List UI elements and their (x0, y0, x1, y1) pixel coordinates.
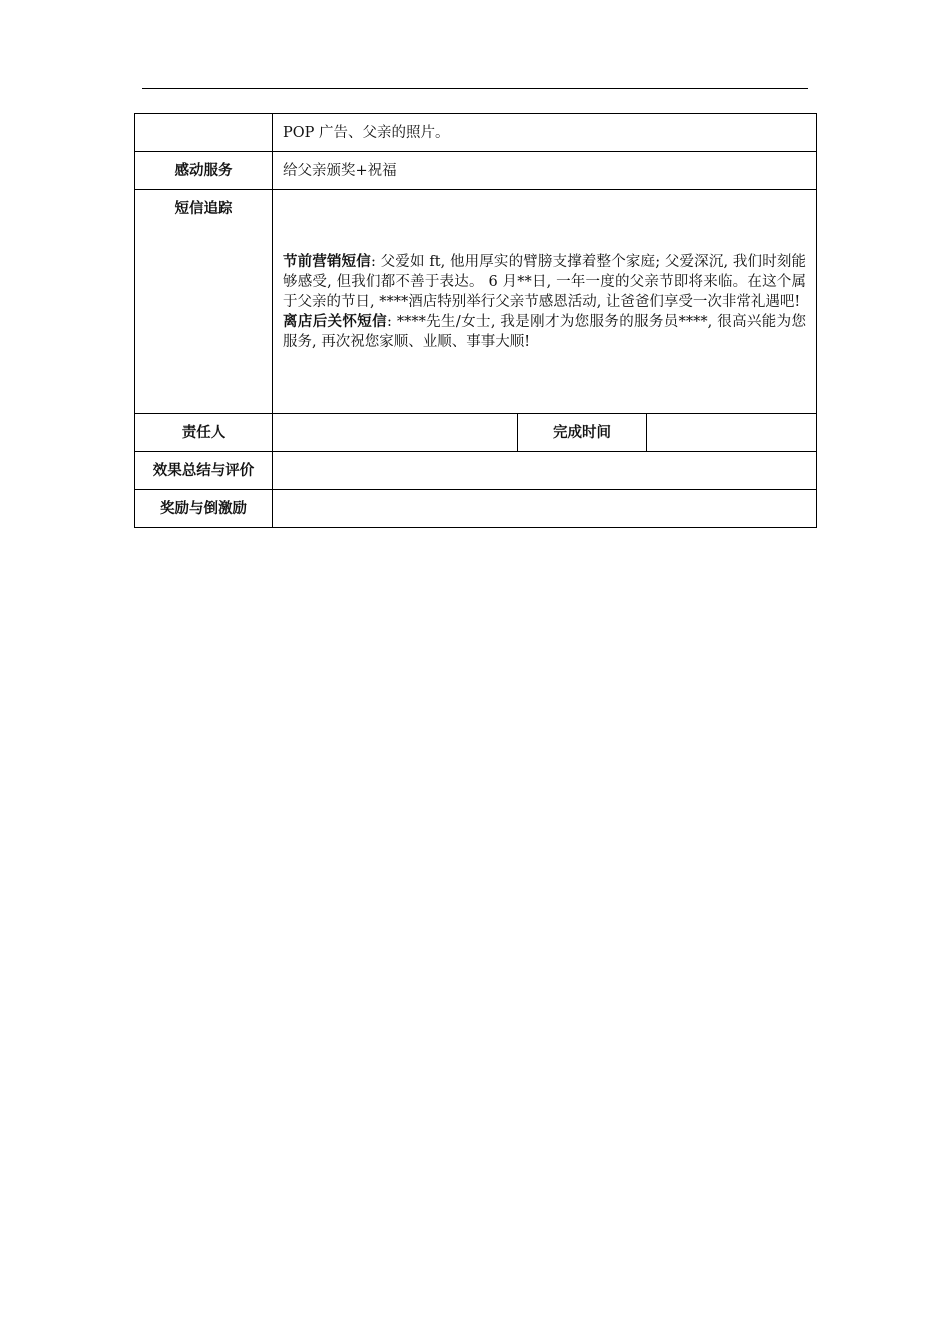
incentive-label: 奖励与倒激励 (135, 490, 273, 528)
responsible-row (135, 414, 817, 452)
completion-time-value (647, 414, 817, 452)
sms-row (135, 190, 817, 414)
materials-value: POP 广告、父亲的照片。 (273, 114, 817, 152)
sms-content (273, 190, 817, 414)
responsible-value (273, 414, 518, 452)
post-stay-sms-text: : ****先生/女士, 我是刚才为您服务的服务员****, 很高兴能为您服务, 再次祝您家顺、业顺、事事大顺! (283, 313, 807, 350)
materials-label (135, 114, 273, 152)
sms-label: 短信追踪 (135, 190, 273, 414)
post-stay-sms-title: 离店后关怀短信 (283, 313, 387, 330)
materials-row (135, 114, 817, 152)
completion-time-label: 完成时间 (518, 414, 647, 452)
touching-service-value: 给父亲颁奖+祝福 (273, 152, 817, 190)
evaluation-label: 效果总结与评价 (135, 452, 273, 490)
pre-holiday-sms-title: 节前营销短信 (283, 253, 371, 270)
header-rule (142, 88, 808, 89)
activity-plan-table (134, 113, 817, 528)
touching-service-label: 感动服务 (135, 152, 273, 190)
touching-service-row (135, 152, 817, 190)
evaluation-value (273, 452, 817, 490)
responsible-label: 责任人 (135, 414, 273, 452)
incentive-value (273, 490, 817, 528)
incentive-row (135, 490, 817, 528)
evaluation-row (135, 452, 817, 490)
pre-holiday-sms-text: : 父爱如 ft, 他用厚实的臂膀支撑着整个家庭; 父爱深沉, 我们时刻能够感受, 但我们都不善于表达。 6 月**日, 一年一度的父亲节即将来临。在这个属于父亲的节日, ****酒店特别举行父亲节感恩活动, 让爸爸们享受一次非常礼遇吧! (283, 253, 807, 310)
